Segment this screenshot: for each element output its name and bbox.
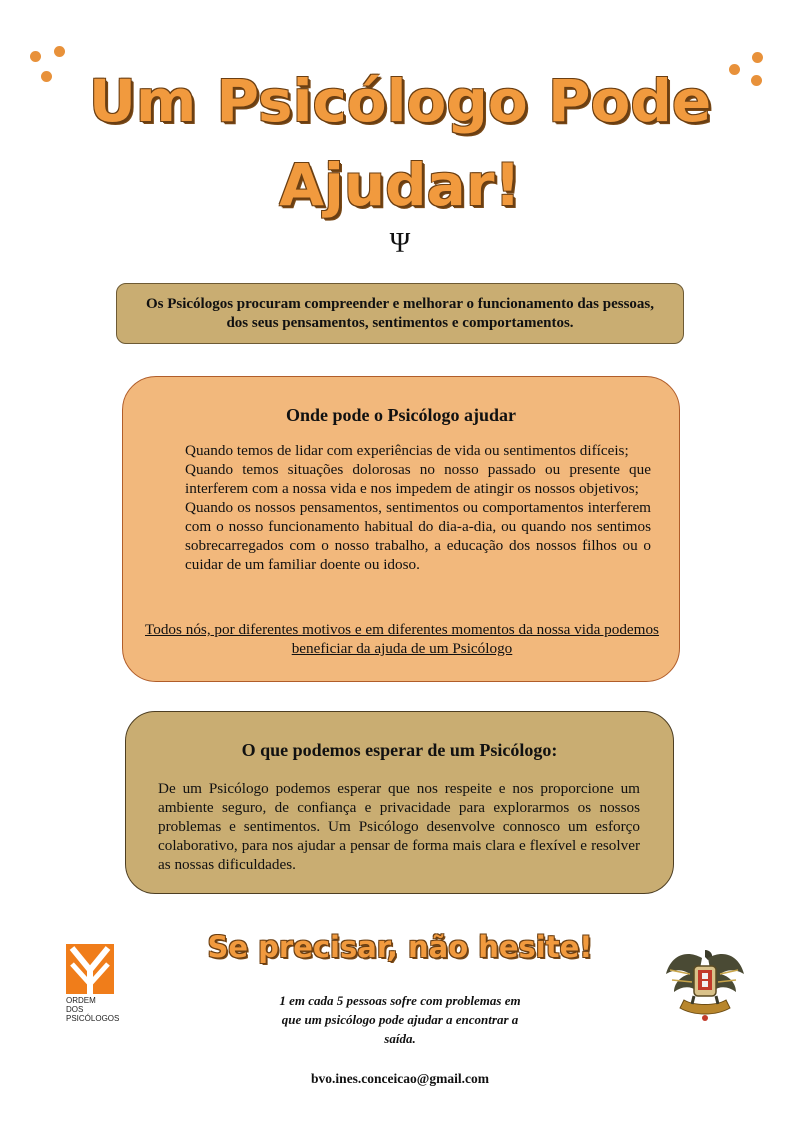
decorative-dot [30,51,41,62]
where-help-item: Quando os nossos pensamentos, sentimentos ou comportamentos interferem com o nosso funcionamento habitual do dia-a-dia, ou quando nos sentimos sobrecarregados com o nosso trabalho, a educação dos nossos filhos ou o cuidar de um familiar doente ou idoso. [185,499,651,573]
eagle-crest-icon [664,944,746,1024]
contact-email: bvo.ines.conceicao@gmail.com [311,1071,489,1086]
intro-box [116,283,684,344]
logo-text-line: PSICÓLOGOS [66,1014,120,1023]
where-help-title: Onde pode o Psicólogo ajudar [285,405,517,425]
ordem-psicologos-logo-text [66,996,136,1023]
title-line-2: Ajudar! [279,151,521,219]
title-line-1: Um Psicólogo Pode [88,67,712,135]
logo-text-line: DOS [66,1005,84,1014]
where-help-note: Todos nós, por diferentes motivos e em diferentes momentos da nossa vida podemos beneficiar da ajuda de um Psicólogo [145,621,659,657]
expect-body: De um Psicólogo podemos esperar que nos respeite e nos proporcione um ambiente seguro, de confiança e privacidade para explorarmos os nossos problemas e sentimentos. Um Psicólogo desenvolve connosco um esforço colaborativo, para nos ajudar a pensar de forma mais clara e flexível e resolver as nossas dificuldades. [158,780,640,873]
intro-text: Os Psicólogos procuram compreender e melhorar o funcionamento das pessoas, dos seus pensamentos, sentimentos e comportamentos. [145,295,655,331]
decorative-dot [752,52,763,63]
expect-title: O que podemos esperar de um Psicólogo: [241,740,558,760]
decorative-dot [54,46,65,57]
where-help-box [122,376,680,682]
expect-box [125,711,674,894]
logo-text-line: ORDEM [66,996,96,1005]
psi-symbol: Ψ [389,228,411,259]
where-help-list [185,441,651,574]
call-to-action: Se precisar, não hesite! [207,930,593,964]
where-help-item: Quando temos situações dolorosas no nosso passado ou presente que interferem com a nossa vida e nos impedem de atingir os nossos objetivos; [185,461,651,497]
statistic-text: 1 em cada 5 pessoas sofre com problemas em que um psicólogo pode ajudar a encontrar a saída. [279,993,521,1046]
where-help-item: Quando temos de lidar com experiências de vida ou sentimentos difíceis; [185,442,629,459]
